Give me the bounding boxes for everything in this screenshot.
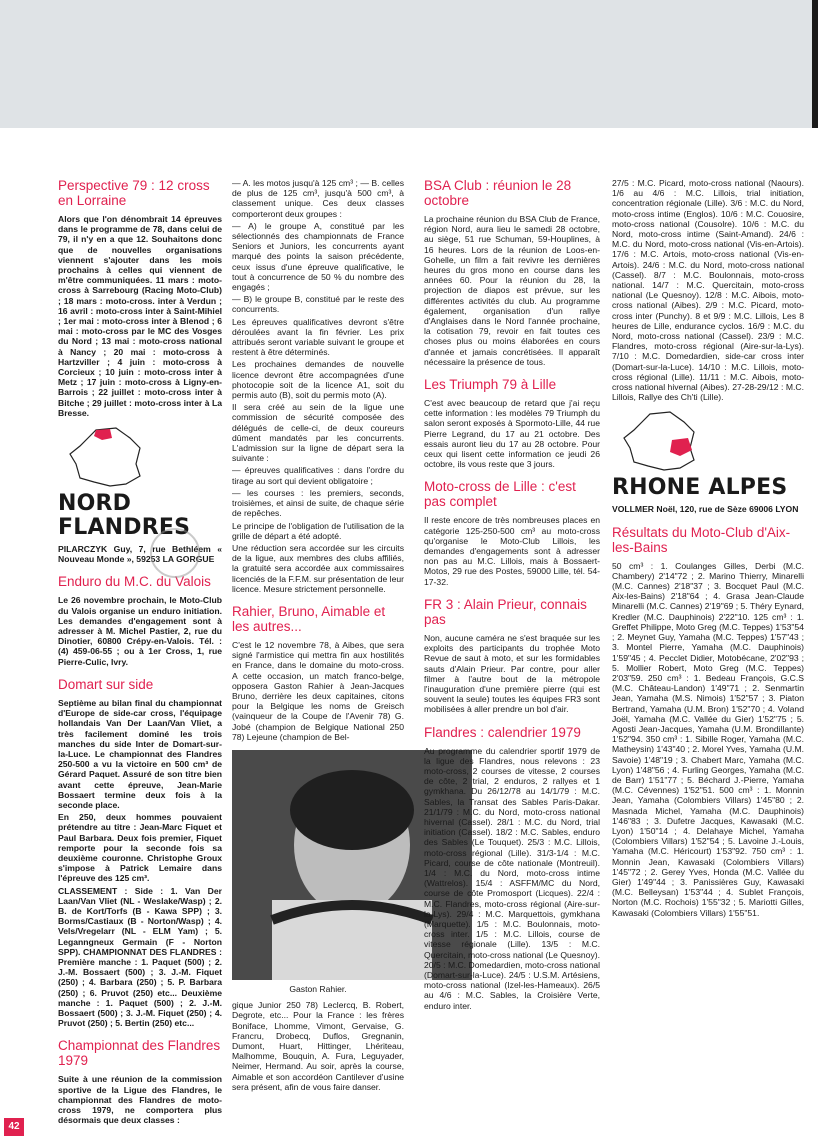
region-title-rhone: RHONE ALPES (612, 475, 788, 501)
headline-calendrier: Flandres : calendrier 1979 (424, 724, 581, 740)
article-enduro: Le 26 novembre prochain, le Moto-Club du Valois organise un enduro initiation. Les demandes d'engagement sont à adresser à M. Michel Pastier, 2, rue du Dinotier, 60800 Crépy-en-Valois. Tél. : (4) 459-06-55 ; ou à 1er Cross, 1, rue Pierre-Culic, Ivry. (58, 595, 222, 667)
article-bsa: La prochaine réunion du BSA Club de France, région Nord, aura lieu le samedi 28 octobre, au siège, 51 rue Schuman, 59-Houplines, à 16 heures. Lors de la réunion de Loos-en-Gohelle, un film a fait revivre les dernières heures du gros mono en course dans les années 60. Pour la réunion du 28, la projection de diapos est prévue, sur les différentes activités du club. Au programme également, organisation d'un rallye d'Anglaises dans le Nord l'année prochaine, la cotisation 79, revoir en fait toutes ces choses plus ou moins élaborées en cours d'année et jamais concrétisées. Il apparaît nécessaire la présence de tous. (424, 214, 600, 367)
article-championnat-cont-1: — A. les motos jusqu'à 125 cm³ ; — B. celles de plus de 125 cm³, jusqu'à 500 cm³, à classement unique. Ces deux classes comporteront deux groupes : (232, 178, 404, 219)
article-perspective: Alors que l'on dénombrait 14 épreuves dans le programme de 78, dans celui de 79, il n'y en a que 12. Souhaitons donc que de nouvelles organisations viennent s'ajouter dans les mois prochains à celles qui viennent de m'être communiquées. 11 mars : moto-cross à Sarrebourg (Racing Moto-Club) ; 18 mars : moto-cross. inter à Verdun ; 16 avril : moto-cross inter à Saint-Mihiel ; 1er mai : moto-cross inter à Blenod ; 6 mai : moto-cross par le MC des Vosges du Nord ; 13 mai : moto-cross national à Nancy ; 20 mai : moto-cross à Hartzviller ; 4 juin : moto-cross à Corcieux ; 10 juin : moto-cross inter à Metz ; 17 juin : moto-cross à Ligny-en-Barrois ; 22 juillet : moto-cross inter à Bitche ; 29 juillet : moto-cross inter à La Bresse. (58, 214, 222, 418)
france-map-nord-icon (66, 426, 146, 488)
column-4 (612, 178, 804, 920)
headline-perspective: Perspective 79 : 12 cross en Lorraine (58, 178, 210, 208)
stamp-mark (150, 528, 200, 578)
france-map-rhone-icon (620, 410, 700, 472)
article-championnat-cont-5: Les prochaines demandes de nouvelle licence devront être accompagnées d'une photocopie soit de la licence A1, soit du permis auto (B), soit du permis moto (A). (232, 359, 404, 401)
headline-lille: Moto-cross de Lille : c'est pas complet (424, 479, 576, 510)
headline-rahier: Rahier, Bruno, Aimable et les autres... (232, 603, 386, 634)
article-championnat-cont-10: Une réduction sera accordée sur les circuits de la ligue, aux membres des clubs affiliés, la gratuité sera accordée aux commissaires licenciés de la F.F.M. sur présentation de leur licence. Mesure strictement personnelle. (232, 542, 404, 594)
headline-enduro: Enduro du M.C. du Valois (58, 574, 211, 590)
article-domart-results: CLASSEMENT : Side : 1. Van Der Laan/Van Vliet (NL - Weslake/Wasp) ; 2. B. de Kort/Torfs (B - Kawa SPP) ; 3. Borms/Castiaux (B - Norton/Wasp) ; 4. Vels/Vregelarr (NL - ELM Yam) ; 5. Leganngneux Germain (F - Norton SPP). CHAMPIONNAT DES FLANDRES : Première manche : 1. Paquet (500) ; 2. J.-M. Bossaert (500) ; 3. J.-M. Fiquet (250) ; 4. Barbara (250) ; 5. P. Barbara (250) ; 6. Pruvot (250) etc... Deuxième manche : 1. Paquet (500) ; 2. J.-M. Bossaert (500) ; 3. J.-M. Fiquet (250) ; 4. Pruvot (250) ; 5. Bertin (250) etc... (58, 885, 222, 1029)
article-championnat-cont-6: Il sera créé au sein de la ligue une commission de sécurité composée des délégués de celle-ci, de deux coureurs dûment mandatés par les concurrents. L'admission sur la ligne de départ sera la suivante : (232, 402, 404, 464)
article-rahier-1: C'est le 12 novembre 78, à Aibes, que sera signé l'armistice qui mettra fin aux hostilités en France, dans le domaine du moto-cross. A cette occasion, un match franco-belge, opposera Gaston Rahier à Jean-Jacques Bruno, derrière les deux capitaines, citons pour la Belgique les noms de Greisch (vainqueur de la Coupe de l'Avenir 78) G. Jobé (champion de Belgique National 250 78) Lejeune (champion de Bel- (232, 639, 404, 742)
article-championnat-cont-7: — épreuves qualificatives : dans l'ordre du tirage au sort qui devient obligatoire ; (232, 465, 404, 486)
headline-triumph: Les Triumph 79 à Lille (424, 377, 557, 393)
article-resultats: 50 cm³ : 1. Coulanges Gilles, Derbi (M.C. Chambery) 2'14"72 ; 2. Marino Thierry, Minarelli (M.C. Cannes) 2'18"37 ; 3. Bocquet Paul (M.C. Aix-les-Bains) 2'18"64 ; 4. Grasa Jean-Claude Minarelli (M.C. Cannes) 2'19"69 ; 5. Théry Eynard, Kredler (M.C. Dauphinois) 2'22"10. 125 cm³ : 1. Greffet Philippe, Moto Greg (M.C. Teppes) 1'53"54 ; 2. Meynet Guy, Yamaha (M.C. Teppes) 1'57"43 ; 3. Montel Pierre, Yamaha (M.C. Dauphinois) 1'59"45 ; 4. Pecclet Didier, Motobécane, 2'02"93 ; 5. Mollier Robert, Moto Greg (M.C. Teppes) 2'03"59. 250 cm³ : 1. Bedeau François, G.C.S (M.C. Château-Landon) 1'49"71 ; 2. Senmartin Jean, Yamaha (M.S. Nimois) 1'52"57 ; 3. Piaton Bertrand, Yamaha (U.M. Bron) 1'52"70 ; 4. Voland Joël, Yamaha (M.C. Vallée du Gier) 1'52"75 ; 5. Agosti Jean-Jacques, Yamaha (U.M. Brondillante) 1'52"94. 350 cm³ : 1. Sibille Roger, Yamaha (M.C. Matheysin) 1'43"40 ; 2. Morel Yves, Yamaha (U.M. Savoie) 1'48"19 ; 3. Chabert Marc, Yamaha (M.C. Lyon) 1'48"56 ; 4. Furling Georges, Yamaha (M.C. de Barr) 1'51"77 ; 5. Béchard J.-Pierre, Yamaha (M.C. Cévennes) 1'52"51. 500 cm³ : 1. Monnin Jean, Yamaha (Colombiers Villars) 1'45"80 ; 2. Masnada Michel, Yamaha (M.C. Dauphinois) 1'46"83 ; 3. Dufetre Jacques, Kawasaki (M.C. Lyon) 1'50"14 ; 4. Delahaye Michel, Yamaha (Colombiers Villars) 1'52"54 ; 5. Lavoine J.-Louis, Yamaha (M.C. Héricourt) 1'53"92. 750 cm³ : 1. Monnin Jean, Kawasaki (Colombiers Villars) 1'45"72 ; 2. Gerey Yves, Honda (M.C. Vallée du Gier) 1'49"44 ; 3. Panissières Guy, Kawasaki (M.C. Belleysan) 1'53"44 ; 4. Sublet François, Norton (M.C. Rochois) 1'55"32 ; 5. Mariotti Gilles, Kawasaki (Colombiers Villars) 1'55"51. (612, 560, 804, 918)
edge-bar (812, 0, 818, 128)
region-contact-nord: PILARCZYK Guy, 7, rue Bethléem « Nouveau Monde », 59253 LA GORGUE (58, 544, 222, 565)
article-championnat-cont-9: Le principe de l'obligation de l'utilisation de la grille de départ a été adopté. (232, 520, 404, 541)
article-championnat-cont-2: — A) le groupe A, constitué par les sélectionnés des championnats de France Seniors et Juniors, les concurrents ayant marqué des points la saison précédente, ceux issus d'une épreuve qualificative, le tout à concurrence de 50 % du nombre des engagés ; (232, 220, 404, 293)
article-domart-1: Septième au bilan final du championnat d'Europe de side-car cross, l'équipage hollandais Van Der Laan/Van Vliet, a très facilement dominé les trois manches du side Inter de Domart-sur-la-Luce. Le championnat des Flandres 250-500 a vu la victoire en 500 cm³ de Gérard Paquet. Assuré de son titre bien avant cette épreuve, Jean-Marie Bossaert termine deux fois à la seconde place. (58, 697, 222, 810)
column-1 (58, 178, 222, 1127)
column-2 (232, 178, 404, 1094)
article-calendrier: Au programme du calendrier sportif 1979 de la ligue des Flandres, nous relevons : 23 moto-cross, 2 courses de vitesse, 2 courses de côte, 2 trial, 2 enduros, 2 rallyes et 1 gymkhana. Du 26/12/78 au 14/1/79 : M.C. Sables, la Transat des Sables Paris-Dakar. 21/1/79 : M.C. du Nord, moto-cross national hivernal (Cassel). 28/1 : M.C. du Nord, trial initiation (Cassel). 18/2 : M.C. Sables, enduro des Sables (Le Touquet). 25/3 : M.C. Lillois, moto-cross régional (Lille). 31/3-1/4 : M.C. Picard, course de côte nationale (Montreuil). 1/4 : M.C. du Nord, moto-cross intime (Wattrelos). 15/4 : ASFFM/MC du Nord, course de côte Promosport (Licques). 22/4 : M.C. Flandres, moto-cross régional (Aire-sur-la-Lys). 29/4 : M.C. Marquettois, gymkhana (Marquette). 1/5 : M.C. Boulonnais, moto-cross inter. 1/5 : M.C. Lillois, course de vitesse régionale (Lille). 13/5 : M.C. Quercitain, moto-cross national (Le Quesnoy). 20/5 : M.C. Domedardien, moto-cross national (Domart-sur-la-Luce). 24/5 : U.S.M. Artésiens, moto-cross national (Izel-les-Hameaux). 26/5 au 4/6 : M.C. Sables, la Croisière Verte, enduro inter. (424, 745, 600, 1011)
article-fr3: Non, aucune caméra ne s'est braquée sur les exploits des participants du trophée Moto Revue de saut à moto, et sur les formidables sauts d'Alain Prieur. Par contre, pour aller filmer à l'autre bout de la métropole l'inauguration d'une première pierre (qui est souvent la seule) toutes les équipes FR3 sont mobilisées à aller prendre un bol d'air. (424, 632, 600, 715)
headline-championnat: Championnat des Flandres 1979 (58, 1038, 221, 1069)
article-championnat-cont-8: — les courses : les premiers, seconds, troisièmes, et ainsi de suite, de chaque série de repêches. (232, 487, 404, 519)
article-rahier-2: gique Junior 250 78) Leclercq, B. Robert, Degrote, etc... Pour la France : les frères Boniface, Lhomme, Vimont, Gervaise, G. Francru, Drobecq, Duflos, Gregnanin, Dumont, Huart, Hittinger, Lhériteau, Malhomme, Bouquin, A. Fura, Leguyader, Neimer, Hermand. Au soir, après la course, Aimable et son accordéon Cantilever d'usine sera présent, afin de vous faire danser. (232, 1000, 404, 1092)
photo-caption: Gaston Rahier. (289, 983, 347, 994)
article-calendrier-cont: 27/5 : M.C. Picard, moto-cross national (Naours). 1/6 au 4/6 : M.C. Lillois, trial initiation, concentration régionale (Lille). 3/6 : M.C. du Nord, moto-cross intime (Englos). 10/6 : M.C. Couosire, moto-cross national (Cousolre). 10/6 : M.C. du Nord, moto-cross intime (Saint-Amand). 24/6 : M.C. du Nord, moto-cross national (Vis-en-Artois). 17/6 : M.C. Artois, moto-cross national (Vis-en-Artois). 24/6 : M.C. du Nord, moto-cross national (Cassel). 8/7 : M.C. Boulonnais, moto-cross national. 14/7 : M.C. Quercitain, moto-cross national (Le Quesnoy). 12/8 : M.C. Aibois, moto-cross national (Aibes). 2/9 : M.C. Picard, moto-cross inter (Punchy). 8 et 9/9 : M.C. Lillois, Les 8 heures de Lille, endurance cyclos. 16/9 : M.C. du Nord, moto-cross national (Cassel). 23/9 : M.C. Flandres, moto-cross régional (Aire-sur-la-Lys). 7/10 : M.C. Domedardien, side-car cross inter (Domart-sur-la-Luce). 14/10 : M.C. Lillois, moto-cross régional (Lille). 11/11 : M.C. Aibois, moto-cross national hivernal (Aibes). 27-28-29/12 : M.C. Lillois, Rallye des Ch'ti (Lille). (612, 178, 804, 403)
region-contact-rhone: VOLLMER Noël, 120, rue de Sèze 69006 LYON (612, 504, 799, 515)
region-title-nord: NORD FLANDRES (58, 491, 191, 541)
headline-bsa: BSA Club : réunion le 28 octobre (424, 178, 572, 208)
headline-fr3: FR 3 : Alain Prieur, connais pas (424, 596, 587, 627)
headline-domart: Domart sur side (58, 676, 154, 692)
headline-resultats: Résultats du Moto-Club d'Aix-les-Bains (612, 524, 791, 555)
column-3 (424, 178, 600, 1013)
article-championnat-cont-3: — B) le groupe B, constitué par le reste des concurrents. (232, 294, 404, 315)
article-triumph: C'est avec beaucoup de retard que j'ai reçu cette information : les modèles 79 Triumph du salon seront exposés à Spormoto-Lille, 44 rue Pierre Legrand, du 17 au 21 octobre. Des essais auront lieu du 17 au 28 octobre. Pour ceux qui lisent cette information ce jeudi 26 octobre, ils vous reste que 3 jours. (424, 398, 600, 470)
article-domart-2: En 250, deux hommes pouvaient prétendre au titre : Jean-Marc Fiquet et Paul Barbara. Deux fois premier, Fiquet remporte pour la seconde fois sa deuxième couronne. Christophe Groux s'impose à Patrick Lemaire dans l'épreuve des 125 cm³. (58, 812, 222, 884)
page-number: 42 (4, 1118, 24, 1136)
article-championnat-cont-4: Les épreuves qualificatives devront s'être déroulées avant la fin février. Les prix attribués seront variable suivant le groupe et restent à être déterminés. (232, 316, 404, 358)
article-lille: Il reste encore de très nombreuses places en catégorie 125-250-500 cm³ au moto-cross qu'organise le Moto-Club Lillois, les demandes d'engagements sont à adresser non pas au M.C. Lillois, mais à Bossaert-Motos, 29 rue des Postes, 59000 Lille, tél. 54-17-32. (424, 515, 600, 587)
top-banner (0, 0, 818, 128)
article-championnat: Suite à une réunion de la commission sportive de la Ligue des Flandres, le championnat des Flandres de moto-cross 1979, ne comportera plus désormais que deux classes : (58, 1074, 222, 1126)
